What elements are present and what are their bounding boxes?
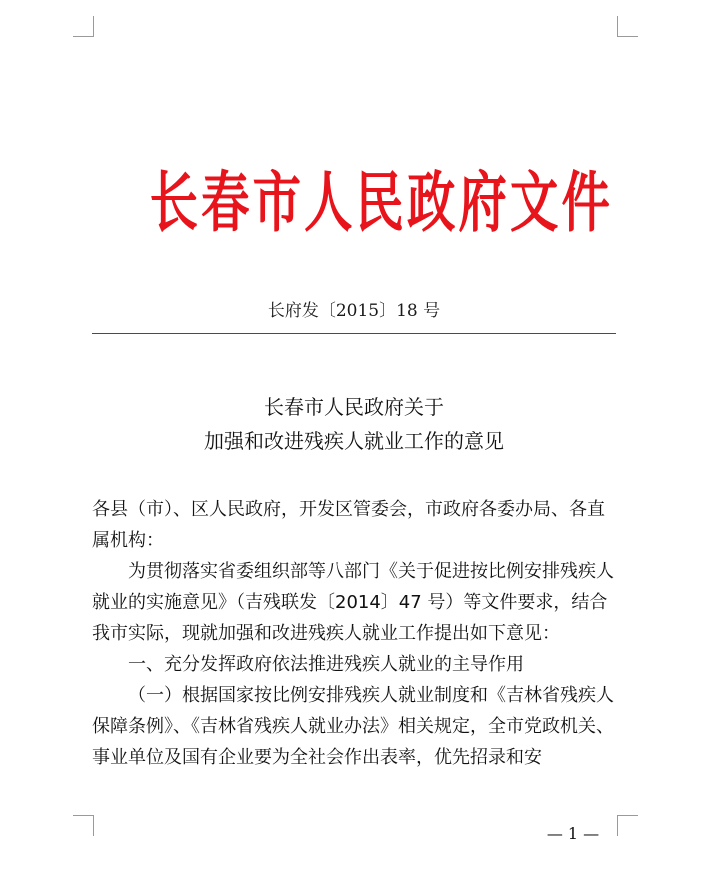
crop-mark-bottom-left xyxy=(73,815,94,836)
document-title-line-1: 长春市人民政府关于 xyxy=(264,395,444,419)
crop-mark-top-right xyxy=(617,16,638,37)
crop-mark-top-left xyxy=(73,16,94,37)
document-body xyxy=(92,494,620,773)
document-masthead: 长春市人民政府文件 xyxy=(149,164,613,241)
crop-mark-bottom-right xyxy=(617,815,638,836)
section-1-item-1: （一）根据国家按比例安排残疾人就业制度和《吉林省残疾人保障条例》、《吉林省残疾人就业办法》相关规定，全市党政机关、事业单位及国有企业要为全社会作出表率，优先招录和安 xyxy=(92,685,614,768)
page-number: — 1 — xyxy=(546,824,600,843)
salutation: 各县（市）、区人民政府，开发区管委会，市政府各委办局、各直属机构： xyxy=(92,499,605,551)
document-title-line-2: 加强和改进残疾人就业工作的意见 xyxy=(204,429,504,453)
document-number: 长府发〔2015〕18 号 xyxy=(267,301,441,321)
red-divider-line xyxy=(92,333,616,334)
intro-paragraph: 为贯彻落实省委组织部等八部门《关于促进按比例安排残疾人就业的实施意见》（吉残联发〔2014〕47 号）等文件要求，结合我市实际，现就加强和改进残疾人就业工作提出如下意见： xyxy=(92,561,614,644)
section-heading-1: 一、充分发挥政府依法推进残疾人就业的主导作用 xyxy=(128,654,524,675)
